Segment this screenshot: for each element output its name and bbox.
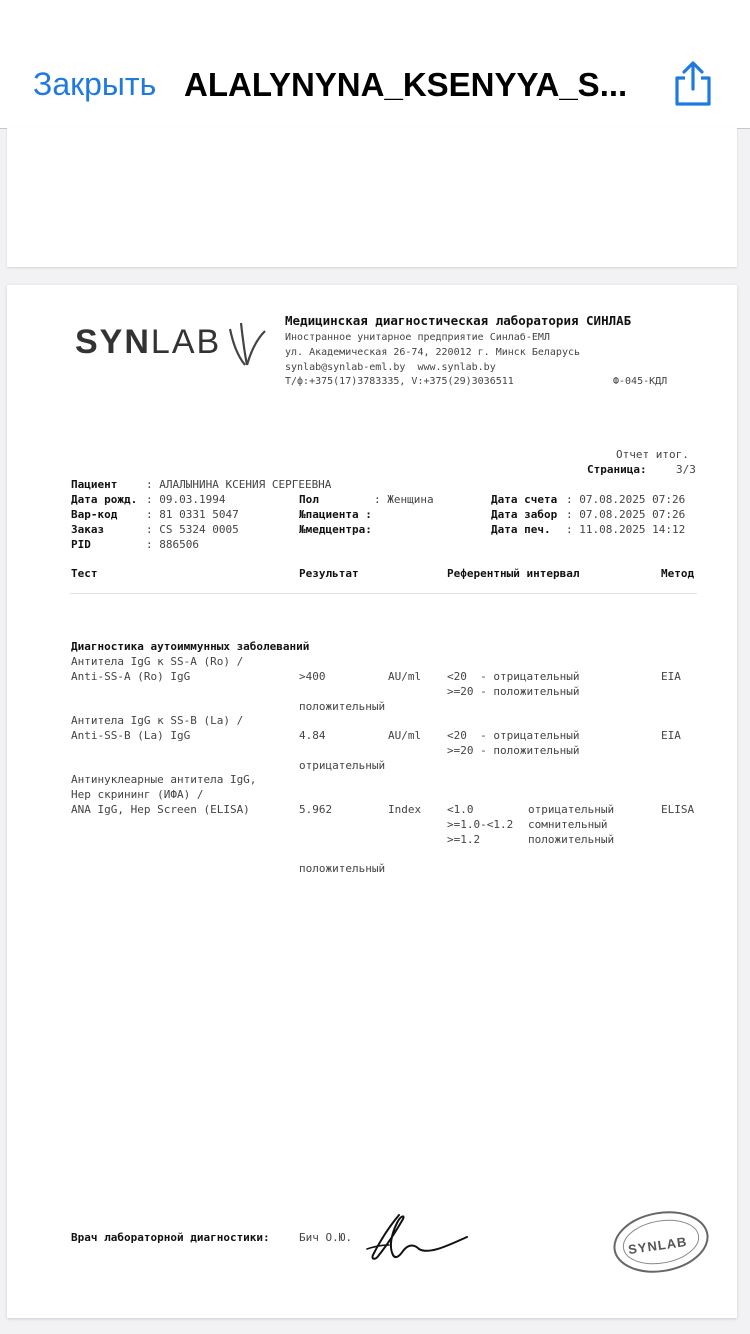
form-code: Ф-045-КДЛ	[613, 376, 668, 387]
test-unit: AU/ml	[388, 670, 422, 683]
report-type: Отчет итог.	[616, 448, 689, 461]
test-interpretation: положительный	[299, 862, 386, 875]
header-test: Тест	[71, 567, 98, 580]
pid-label: PID	[71, 538, 91, 551]
order-label: Заказ	[71, 523, 105, 536]
test-name-line: Антитела IgG к SS-B (La) /	[71, 714, 244, 727]
test-unit: AU/ml	[388, 729, 422, 742]
test-reference-value: >=1.0-<1.2	[447, 818, 514, 831]
signature-icon	[359, 1205, 469, 1267]
pid-value: : 886506	[146, 538, 199, 551]
test-name-line: Антинуклеарные антитела IgG,	[71, 773, 257, 786]
test-name-line: Антитела IgG к SS-A (Ro) /	[71, 655, 244, 668]
patient-value: : АЛАЛЫНИНА КСЕНИЯ СЕРГЕЕВНА	[146, 478, 332, 491]
invoice-date-label: Дата счета	[491, 493, 558, 506]
test-reference: >=20 - положительный	[447, 744, 580, 757]
test-result: 4.84	[299, 729, 326, 742]
test-interpretation: отрицательный	[299, 759, 386, 772]
test-name-line: ANA IgG, Hep Screen (ELISA)	[71, 803, 250, 816]
test-reference-text: сомнительный	[528, 818, 608, 831]
test-reference: <20 - отрицательный	[447, 729, 580, 742]
test-name-line: Нер скрининг (ИФА) /	[71, 788, 204, 801]
share-icon	[670, 60, 716, 108]
invoice-date-value: : 07.08.2025 07:26	[566, 493, 686, 506]
lab-email-web: synlab@synlab-eml.by www.synlab.by	[285, 362, 496, 373]
test-reference: >=20 - положительный	[447, 685, 580, 698]
test-result: >400	[299, 670, 326, 683]
lab-phones: Т/ф:+375(17)3783335, V:+375(29)3036511	[285, 376, 514, 387]
test-reference-value: >=1.2	[447, 833, 481, 846]
logo-syn-text: SYN	[75, 323, 151, 361]
test-reference-text: отрицательный	[528, 803, 615, 816]
barcode-value: : 81 0331 5047	[146, 508, 239, 521]
medcenter-number-label: №медцентра:	[299, 523, 372, 536]
test-reference: <20 - отрицательный	[447, 670, 580, 683]
test-interpretation: положительный	[299, 700, 386, 713]
test-reference-value: <1.0	[447, 803, 474, 816]
header-reference: Референтный интервал	[447, 567, 580, 580]
header-divider	[70, 593, 697, 594]
section-title: Диагностика аутоиммунных заболеваний	[71, 640, 310, 653]
navigation-bar	[0, 0, 750, 129]
dob-value: : 09.03.1994	[146, 493, 226, 506]
previous-page	[7, 128, 737, 267]
test-name-line: Anti-SS-B (La) IgG	[71, 729, 191, 742]
sample-date-value: : 07.08.2025 07:26	[566, 508, 686, 521]
header-result: Результат	[299, 567, 359, 580]
barcode-label: Вар-код	[71, 508, 118, 521]
stamp-text: SYNLAB	[627, 1233, 689, 1258]
sample-date-label: Дата забор	[491, 508, 558, 521]
patient-number-label: №пациента :	[299, 508, 372, 521]
document-page	[7, 285, 737, 1318]
patient-label: Пациент	[71, 478, 118, 491]
page-label: Страница:	[587, 463, 647, 476]
print-date-label: Дата печ.	[491, 523, 551, 536]
synlab-logo	[75, 323, 221, 362]
test-method: EIA	[661, 670, 681, 683]
close-button[interactable]: Закрыть	[33, 66, 157, 102]
test-reference-text: положительный	[528, 833, 615, 846]
page-value: 3/3	[676, 463, 696, 476]
test-name-line: Anti-SS-A (Ro) IgG	[71, 670, 191, 683]
test-unit: Index	[388, 803, 422, 816]
doctor-label: Врач лабораторной диагностики:	[71, 1231, 270, 1244]
print-date-value: : 11.08.2025 14:12	[566, 523, 686, 536]
header-method: Метод	[661, 567, 695, 580]
test-method: ELISA	[661, 803, 695, 816]
order-value: : CS 5324 0005	[146, 523, 239, 536]
dob-label: Дата рожд.	[71, 493, 138, 506]
sex-value: : Женщина	[374, 493, 434, 506]
test-result: 5.962	[299, 803, 333, 816]
logo-mark-icon	[227, 321, 267, 371]
document-title: ALALYNYNA_KSENYYA_S...	[184, 66, 628, 103]
logo-lab-text: LAB	[150, 323, 222, 361]
lab-name: Медицинская диагностическая лаборатория СИНЛАБ	[285, 313, 632, 328]
lab-org: Иностранное унитарное предприятие Синлаб-ЕМЛ	[285, 332, 550, 343]
doctor-name: Бич О.Ю.	[299, 1231, 352, 1244]
share-button[interactable]	[670, 60, 716, 108]
test-method: EIA	[661, 729, 681, 742]
sex-label: Пол	[299, 493, 319, 506]
lab-address: ул. Академическая 26-74, 220012 г. Минск Беларусь	[285, 347, 581, 358]
